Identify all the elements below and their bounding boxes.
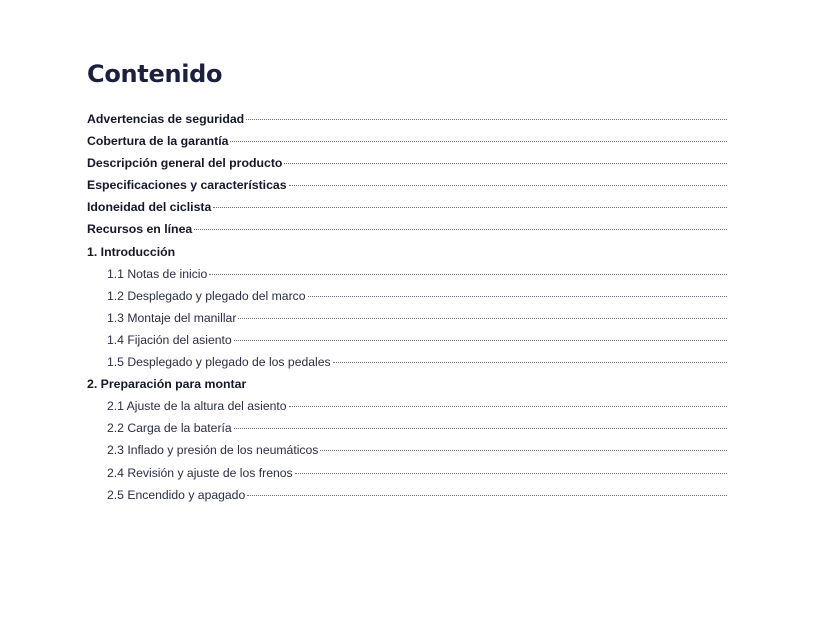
toc-entry-label: 1. Introducción <box>87 244 176 259</box>
toc-subentry-label: 2.4 Revisión y ajuste de los frenos <box>107 465 293 480</box>
toc-entry[interactable] <box>87 174 727 196</box>
toc-entry[interactable] <box>87 218 727 240</box>
table-of-contents <box>87 108 727 506</box>
toc-subentry-label: 1.3 Montaje del manillar <box>107 310 237 325</box>
dot-leader <box>289 406 727 407</box>
toc-subentry[interactable] <box>87 417 727 439</box>
toc-entry-label: Advertencias de seguridad <box>87 112 245 126</box>
toc-subentry[interactable] <box>87 285 727 307</box>
toc-section-heading[interactable] <box>87 373 727 395</box>
toc-entry-label: Recursos en línea <box>87 222 193 237</box>
dot-leader <box>246 119 727 120</box>
toc-entry-label: Descripción general del producto <box>87 156 283 171</box>
dot-leader <box>230 141 727 142</box>
dot-leader <box>209 274 727 275</box>
toc-subentry-label: 1.5 Desplegado y plegado de los pedales <box>107 355 331 370</box>
toc-subentry-label: 1.2 Desplegado y plegado del marco <box>107 288 306 303</box>
toc-subentry[interactable] <box>87 439 727 461</box>
toc-entry[interactable] <box>87 108 727 130</box>
dot-leader <box>234 340 727 341</box>
toc-subentry[interactable] <box>87 462 727 484</box>
toc-entry-label: 2. Preparación para montar <box>87 377 247 392</box>
dot-leader <box>247 495 727 496</box>
toc-subentry-label: 2.1 Ajuste de la altura del asiento <box>107 399 287 414</box>
dot-leader <box>295 473 727 474</box>
toc-entry[interactable] <box>87 130 727 152</box>
toc-subentry-label: 2.3 Inflado y presión de los neumáticos <box>107 443 319 458</box>
toc-entry-label: Especificaciones y características <box>87 178 287 193</box>
dot-leader <box>234 428 727 429</box>
toc-section-heading[interactable] <box>87 241 727 263</box>
dot-leader <box>213 207 727 208</box>
dot-leader <box>289 185 727 186</box>
dot-leader <box>194 229 727 230</box>
toc-subentry-label: 2.5 Encendido y apagado <box>107 487 246 502</box>
toc-subentry-label: 1.4 Fijación del asiento <box>107 332 232 347</box>
toc-subentry-label: 1.1 Notas de inicio <box>107 266 208 281</box>
toc-subentry-label: 2.2 Carga de la batería <box>107 421 232 436</box>
dot-leader <box>284 163 727 164</box>
toc-subentry[interactable] <box>87 307 727 329</box>
toc-entry-label: Idoneidad del ciclista <box>87 200 212 215</box>
dot-leader <box>308 296 727 297</box>
toc-subentry[interactable] <box>87 329 727 351</box>
toc-subentry[interactable] <box>87 351 727 373</box>
toc-subentry[interactable] <box>87 484 727 506</box>
toc-subentry[interactable] <box>87 395 727 417</box>
toc-entry-label: Cobertura de la garantía <box>87 134 229 149</box>
page-title: Contenido <box>87 60 223 88</box>
dot-leader <box>333 362 727 363</box>
dot-leader <box>238 318 727 319</box>
toc-subentry[interactable] <box>87 263 727 285</box>
toc-entry[interactable] <box>87 196 727 218</box>
dot-leader <box>320 450 727 451</box>
toc-entry[interactable] <box>87 152 727 174</box>
